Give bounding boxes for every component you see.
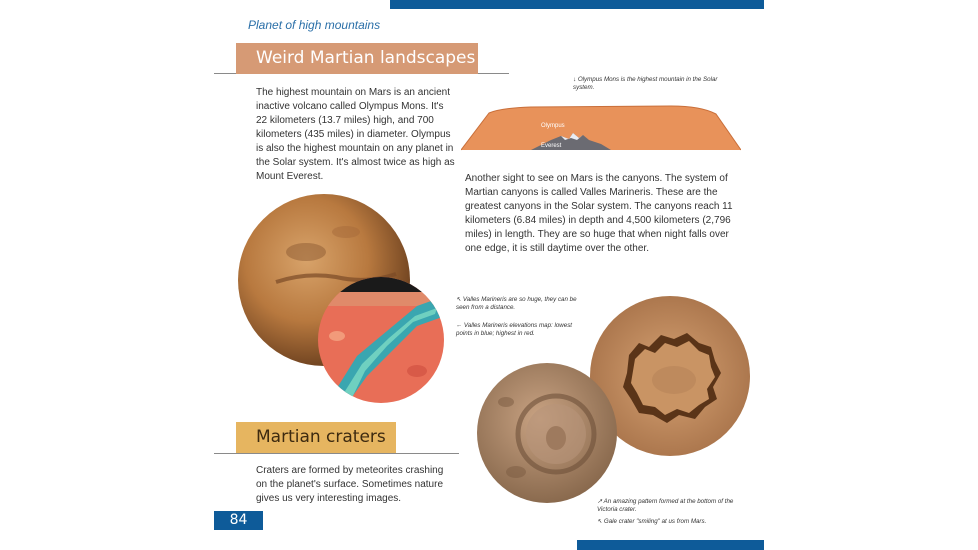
olympus-label: Olympus — [541, 123, 565, 129]
valles-distance-caption: ↖ Valles Marineris are so huge, they can be seen from a distance. — [456, 296, 577, 311]
craters-text: Craters are formed by meteorites crashing on the planet's surface. Sometimes nature gives us very interesting images. — [256, 465, 444, 504]
top-accent-bar — [390, 0, 764, 9]
victoria-caption: ↗ An amazing pattern formed at the bottom of the Victoria crater. — [597, 498, 734, 513]
olympus-caption: ↓ Olympus Mons is the highest mountain in the Solar system. — [573, 76, 718, 91]
header-rule — [214, 453, 459, 454]
canyons-text: Another sight to see on Mars is the canyons. The system of Martian canyons is called Valles Marineris. These are the greatest canyons in the Solar system. The canyons reach 11 kilometers (6.84 miles) in depth and 4,500 kilometers (2,796 miles) in length. They are so huge that when night falls over one edge, it is still daytime over the other. — [465, 173, 733, 254]
landscapes-text: The highest mountain on Mars is an ancient inactive volcano called Olympus Mons. It's 22 kilometers (13.7 miles) high, and 700 kilometers (435 miles) in diameter. Olympus is also the highest mountain on any planet in the Solar system. It's almost twice as high as Mount Everest. — [256, 87, 455, 182]
valles-marineris-map-image — [317, 276, 445, 404]
page-number: 84 — [214, 511, 263, 530]
valles-map-caption: ← Valles Marineris elevations map: lowest points in blue; highest in red. — [456, 322, 573, 337]
bottom-accent-bar — [577, 540, 764, 550]
section-heading-landscapes: Weird Martian landscapes — [236, 43, 478, 74]
gale-crater-image — [476, 362, 618, 504]
olympus-everest-diagram — [461, 100, 741, 152]
section-heading-craters: Martian craters — [236, 422, 396, 453]
gale-caption: ↖ Gale crater "smiling" at us from Mars. — [597, 518, 707, 525]
everest-label: Everest — [541, 143, 562, 149]
chapter-title: Planet of high mountains — [248, 18, 381, 32]
